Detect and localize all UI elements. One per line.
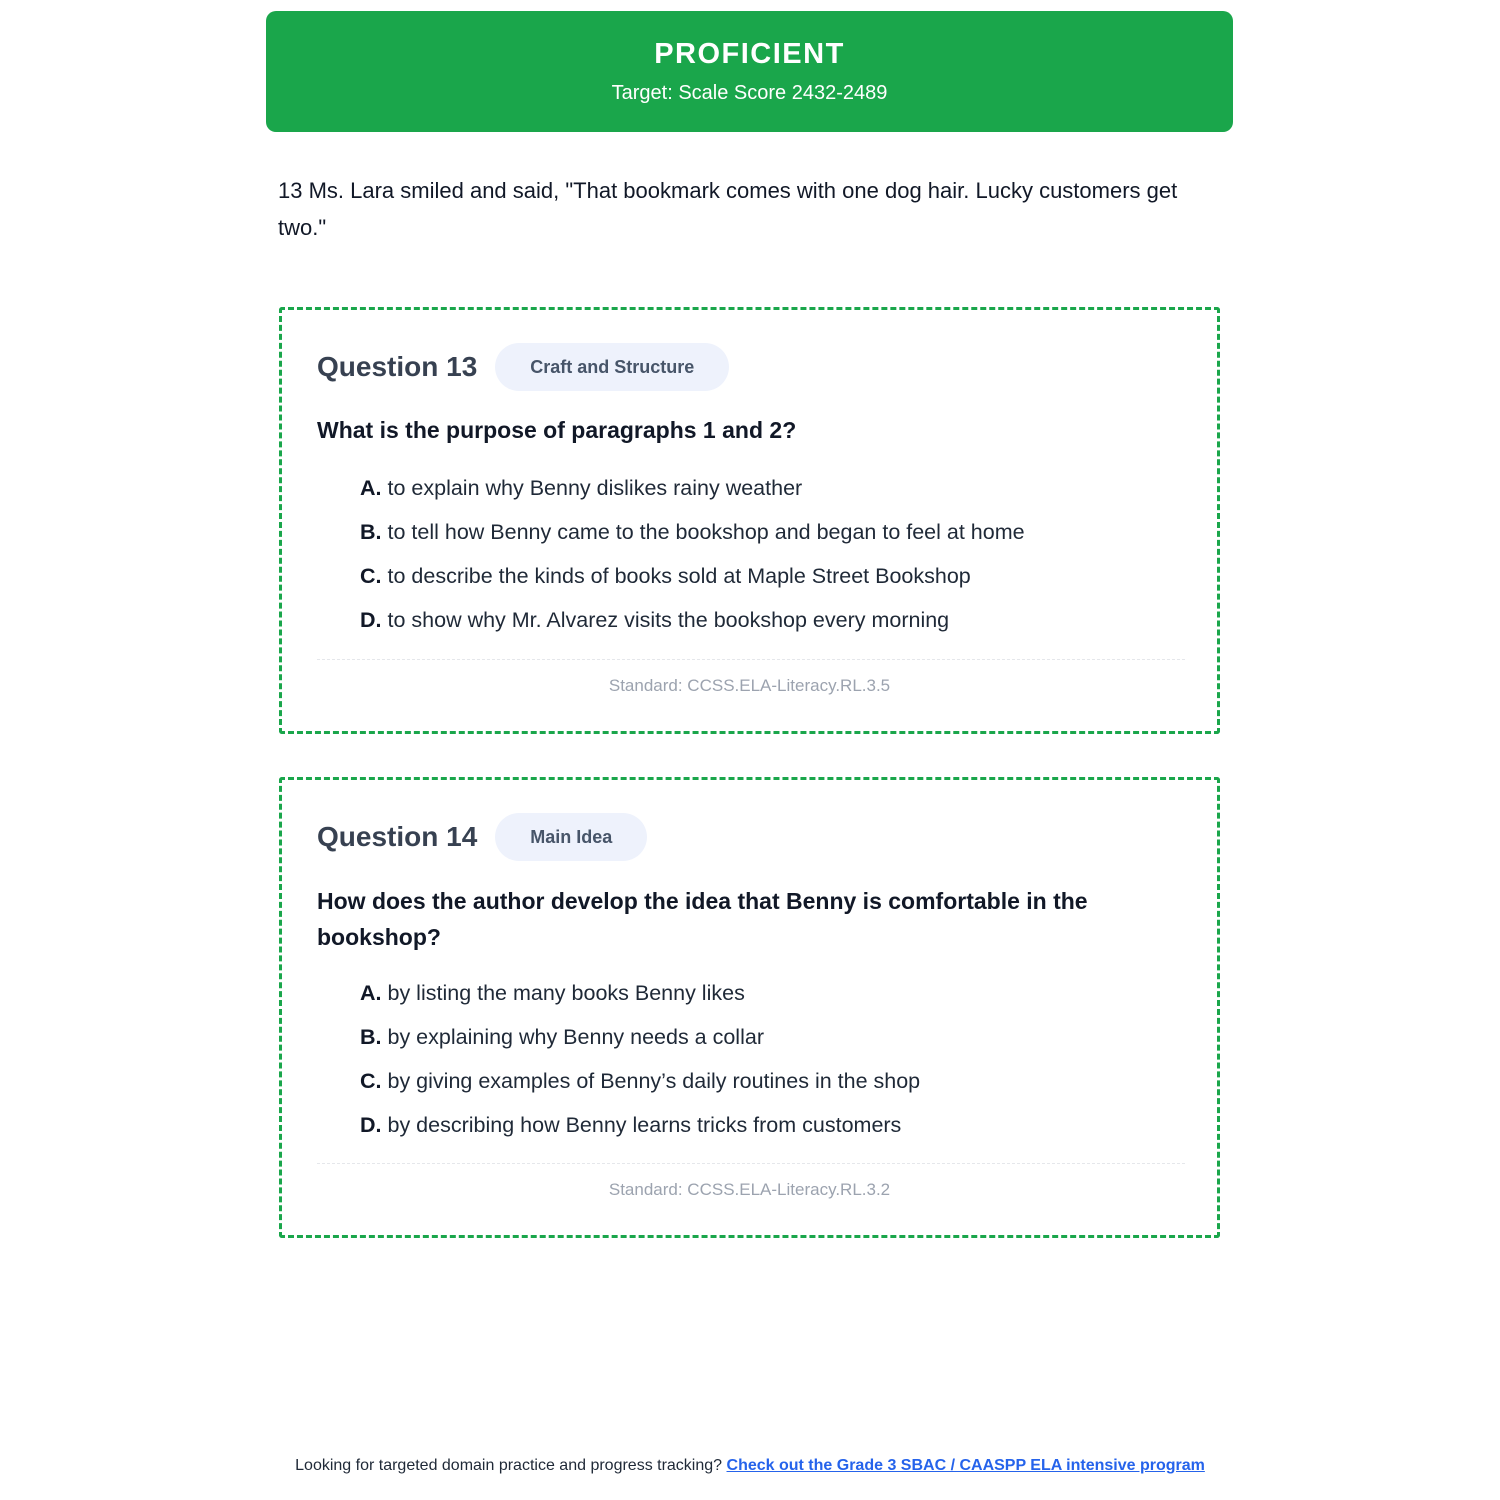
banner-subtitle: Target: Scale Score 2432-2489 [611, 82, 888, 104]
option-text: to tell how Benny came to the bookshop and began to feel at home [387, 520, 1025, 544]
answer-option-a[interactable] [360, 971, 1180, 1015]
option-letter: D. [360, 1113, 382, 1137]
question-header [317, 342, 729, 392]
option-letter: A. [360, 476, 382, 500]
option-letter: D. [360, 608, 382, 632]
divider [317, 1163, 1185, 1164]
program-link[interactable]: Check out the Grade 3 SBAC / CAASPP ELA intensive program [726, 1457, 1205, 1474]
question-card-13 [279, 307, 1220, 734]
question-prompt: What is the purpose of paragraphs 1 and 2? [317, 417, 797, 443]
option-text: by explaining why Benny needs a collar [387, 1025, 764, 1049]
option-text: by giving examples of Benny’s daily routines in the shop [387, 1069, 921, 1093]
option-text: to explain why Benny dislikes rainy weather [387, 476, 803, 500]
proficiency-banner [266, 11, 1233, 132]
question-number: Question 13 [317, 351, 478, 382]
option-letter: C. [360, 564, 382, 588]
question-number: Question 14 [317, 821, 478, 852]
divider [317, 659, 1185, 660]
answer-options [360, 971, 1180, 1147]
standard-label: Standard: CCSS.ELA-Literacy.RL.3.5 [608, 676, 891, 695]
option-text: to describe the kinds of books sold at Maple Street Bookshop [387, 564, 971, 588]
option-text: by listing the many books Benny likes [387, 981, 745, 1005]
footer [0, 1457, 1500, 1475]
answer-option-b[interactable] [360, 1015, 1180, 1059]
question-header [317, 812, 647, 862]
question-prompt: How does the author develop the idea that Benny is comfortable in the bookshop? [317, 888, 1088, 950]
option-letter: C. [360, 1069, 382, 1093]
answer-option-d[interactable] [360, 598, 1180, 642]
domain-tag: Craft and Structure [495, 343, 729, 391]
option-letter: A. [360, 981, 382, 1005]
domain-tag: Main Idea [495, 813, 647, 861]
option-letter: B. [360, 1025, 382, 1049]
footer-text: Looking for targeted domain practice and progress tracking? [295, 1457, 723, 1474]
option-text: to show why Mr. Alvarez visits the bookshop every morning [387, 608, 950, 632]
banner-title: PROFICIENT [654, 38, 845, 70]
answer-option-b[interactable] [360, 510, 1180, 554]
answer-option-c[interactable] [360, 554, 1180, 598]
answer-option-d[interactable] [360, 1103, 1180, 1147]
question-card-14 [279, 777, 1220, 1238]
answer-option-c[interactable] [360, 1059, 1180, 1103]
answer-option-a[interactable] [360, 466, 1180, 510]
option-text: by describing how Benny learns tricks from customers [387, 1113, 902, 1137]
standard-label: Standard: CCSS.ELA-Literacy.RL.3.2 [608, 1180, 891, 1199]
option-letter: B. [360, 520, 382, 544]
passage-text: 13 Ms. Lara smiled and said, "That bookmark comes with one dog hair. Lucky customers get two." [278, 178, 1178, 240]
answer-options [360, 466, 1180, 642]
